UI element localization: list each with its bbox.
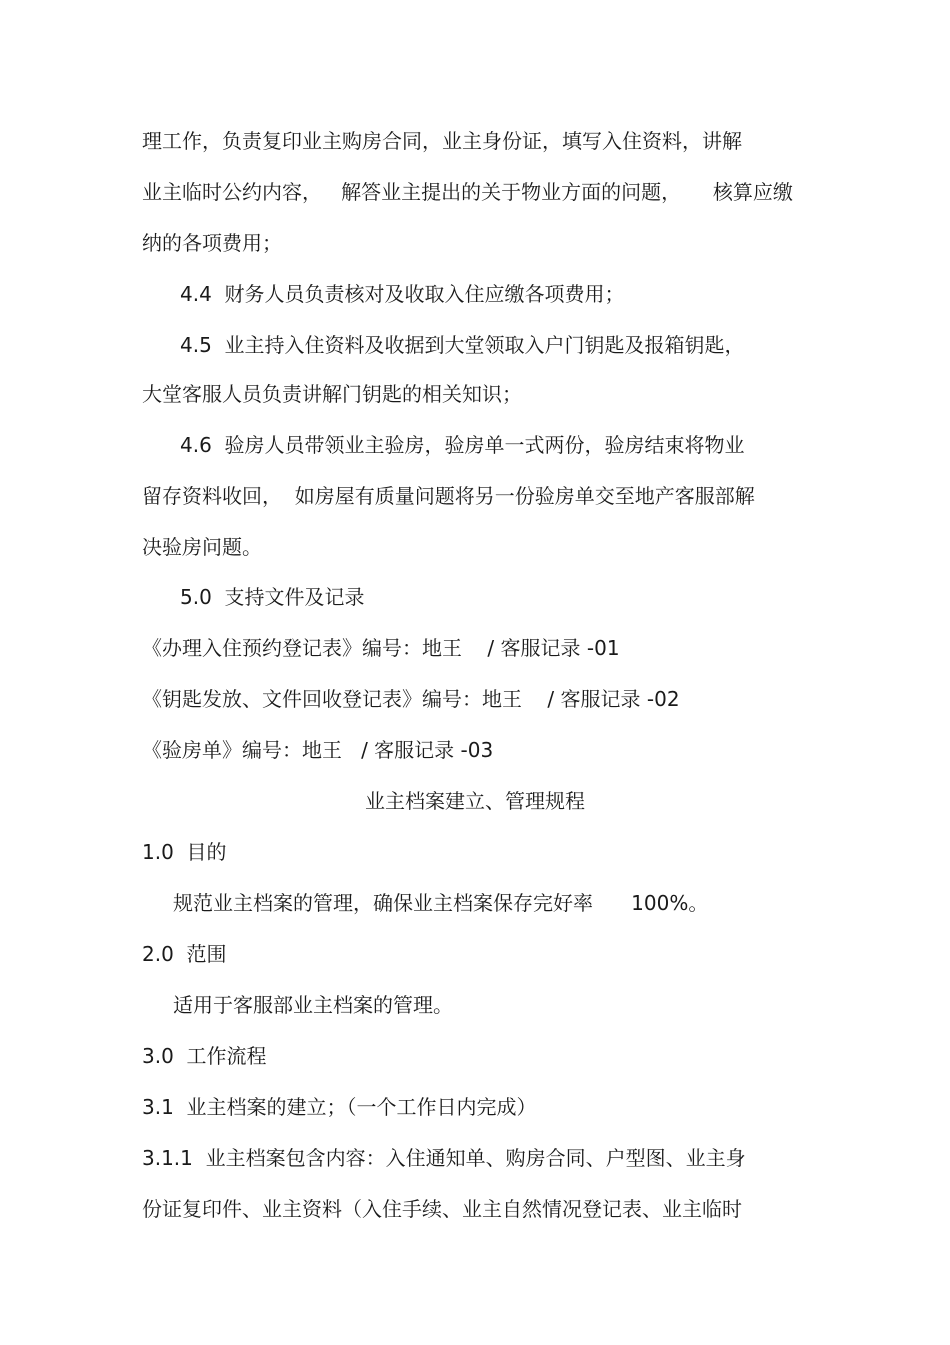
paragraph-line: 适用于客服部业主档案的管理。 [173, 993, 453, 1017]
section-heading-1-0: 1.0 目的 [142, 840, 227, 864]
paragraph-line: 份证复印件、业主资料（入住手续、业主自然情况登记表、业主临时 [142, 1197, 742, 1221]
section-heading-2-0: 2.0 范围 [142, 942, 227, 966]
section-heading-5-0: 5.0 支持文件及记录 [180, 585, 365, 609]
section-heading-3-0: 3.0 工作流程 [142, 1044, 267, 1068]
record-reference: 《验房单》编号：地王 / 客服记录 -03 [142, 738, 494, 762]
record-reference: 《钥匙发放、文件回收登记表》编号：地王 / 客服记录 -02 [142, 687, 680, 711]
record-reference: 《办理入住预约登记表》编号：地王 / 客服记录 -01 [142, 636, 620, 660]
paragraph-line: 业主临时公约内容， 解答业主提出的关于物业方面的问题， 核算应缴 [142, 180, 793, 204]
list-item-4-4: 4.4 财务人员负责核对及收取入住应缴各项费用； [180, 282, 625, 306]
paragraph-line: 规范业主档案的管理，确保业主档案保存完好率 100%。 [173, 891, 709, 915]
paragraph-line: 留存资料收回， 如房屋有质量问题将另一份验房单交至地产客服部解 [142, 484, 755, 508]
list-item-4-5: 4.5 业主持入住资料及收据到大堂领取入户门钥匙及报箱钥匙， [180, 333, 745, 357]
list-item-3-1-1: 3.1.1 业主档案包含内容：入住通知单、购房合同、户型图、业主身 [142, 1146, 746, 1170]
paragraph-line: 决验房问题。 [142, 535, 262, 559]
paragraph-line: 纳的各项费用； [142, 231, 282, 255]
paragraph-line: 理工作，负责复印业主购房合同，业主身份证，填写入住资料，讲解 [142, 129, 742, 153]
paragraph-line: 大堂客服人员负责讲解门钥匙的相关知识； [142, 382, 522, 406]
section-heading-3-1: 3.1 业主档案的建立；（一个工作日内完成） [142, 1095, 537, 1119]
document-title: 业主档案建立、管理规程 [365, 789, 585, 813]
list-item-4-6: 4.6 验房人员带领业主验房，验房单一式两份，验房结束将物业 [180, 433, 745, 457]
